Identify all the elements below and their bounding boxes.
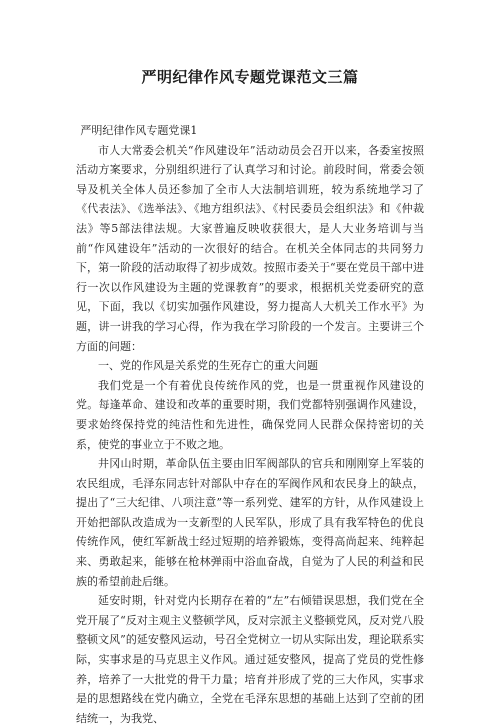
paragraph: 延安时期，针对党内长期存在着的“左”右倾错误思想，我们党在全党开展了“反对主观主义整顿学风，反对宗派主义整顿党风，反对党八股整顿文风”的延安整风运动，号召全党树立一切从实际出发，理论联系实际，实事求是的马克思主义作风。通过延安整风，提高了党员的党性修养，培养了一大批党的骨干力量；培育并形成了党的三大作风，实事求是的思想路线在党内确立，全党在毛泽东思想的基础上达到了空前的团结统一，为我党、 bbox=[76, 594, 424, 725]
paragraph: 井冈山时期，革命队伍主要由旧军阀部队的官兵和刚刚穿上军装的农民组成，毛泽东同志针对部队中存在的军阀作风和农民身上的缺点，提出了“三大纪律、八项注意”等一系列党、建军的方针，从作风建设上开始把部队改造成为一支新型的人民军队，形成了具有我军特色的优良传统作风，使红军新战士经过短期的培养锻炼，变得高尚起来、纯粹起来、勇敢起来，能够在枪林弹雨中浴血奋战，自觉为了人民的利益和民族的希望前赴后继。 bbox=[76, 457, 424, 588]
document-subtitle: 严明纪律作风专题党课1 bbox=[80, 124, 198, 137]
document-title: 严明纪律作风专题党课范文三篇 bbox=[141, 68, 359, 86]
document-body bbox=[76, 121, 424, 728]
paragraph: 市人大常委会机关“作风建设年”活动动员会召开以来，各委室按照活动方案要求，分别组织进行了认真学习和讨论。前段时间，常委会领导及机关全体人员还参加了全市人大法制培训班，较为系统地学习了《代表法》、《选举法》、《地方组织法》、《村民委员会组织法》和《仲裁法》等5部法律法规。大家普遍反映收获很大，是人大业务培训与当前“作风建设年”活动的一次很好的结合。在机关全体同志的共同努力下，第一阶段的活动取得了初步成效。按照市委关于“要在党员干部中进行一次以作风建设为主题的党课教育”的要求，根据机关党委研究的意见，下面，我以《切实加强作风建设，努力提高人大机关工作水平》为题，讲一讲我的学习心得，作为我在学习阶段的一个发言。主要讲三个方面的问题： bbox=[76, 143, 424, 353]
paragraph: 我们党是一个有着优良传统作风的党，也是一贯重视作风建设的党。每逢革命、建设和改革的重要时期，我们党都特别强调作风建设，要求始终保持党的纯洁性和先进性，确保党同人民群众保持密切的关系，使党的事业立于不败之地。 bbox=[76, 378, 424, 451]
section-heading: 一、党的作风是关系党的生死存亡的重大问题 bbox=[98, 359, 318, 373]
